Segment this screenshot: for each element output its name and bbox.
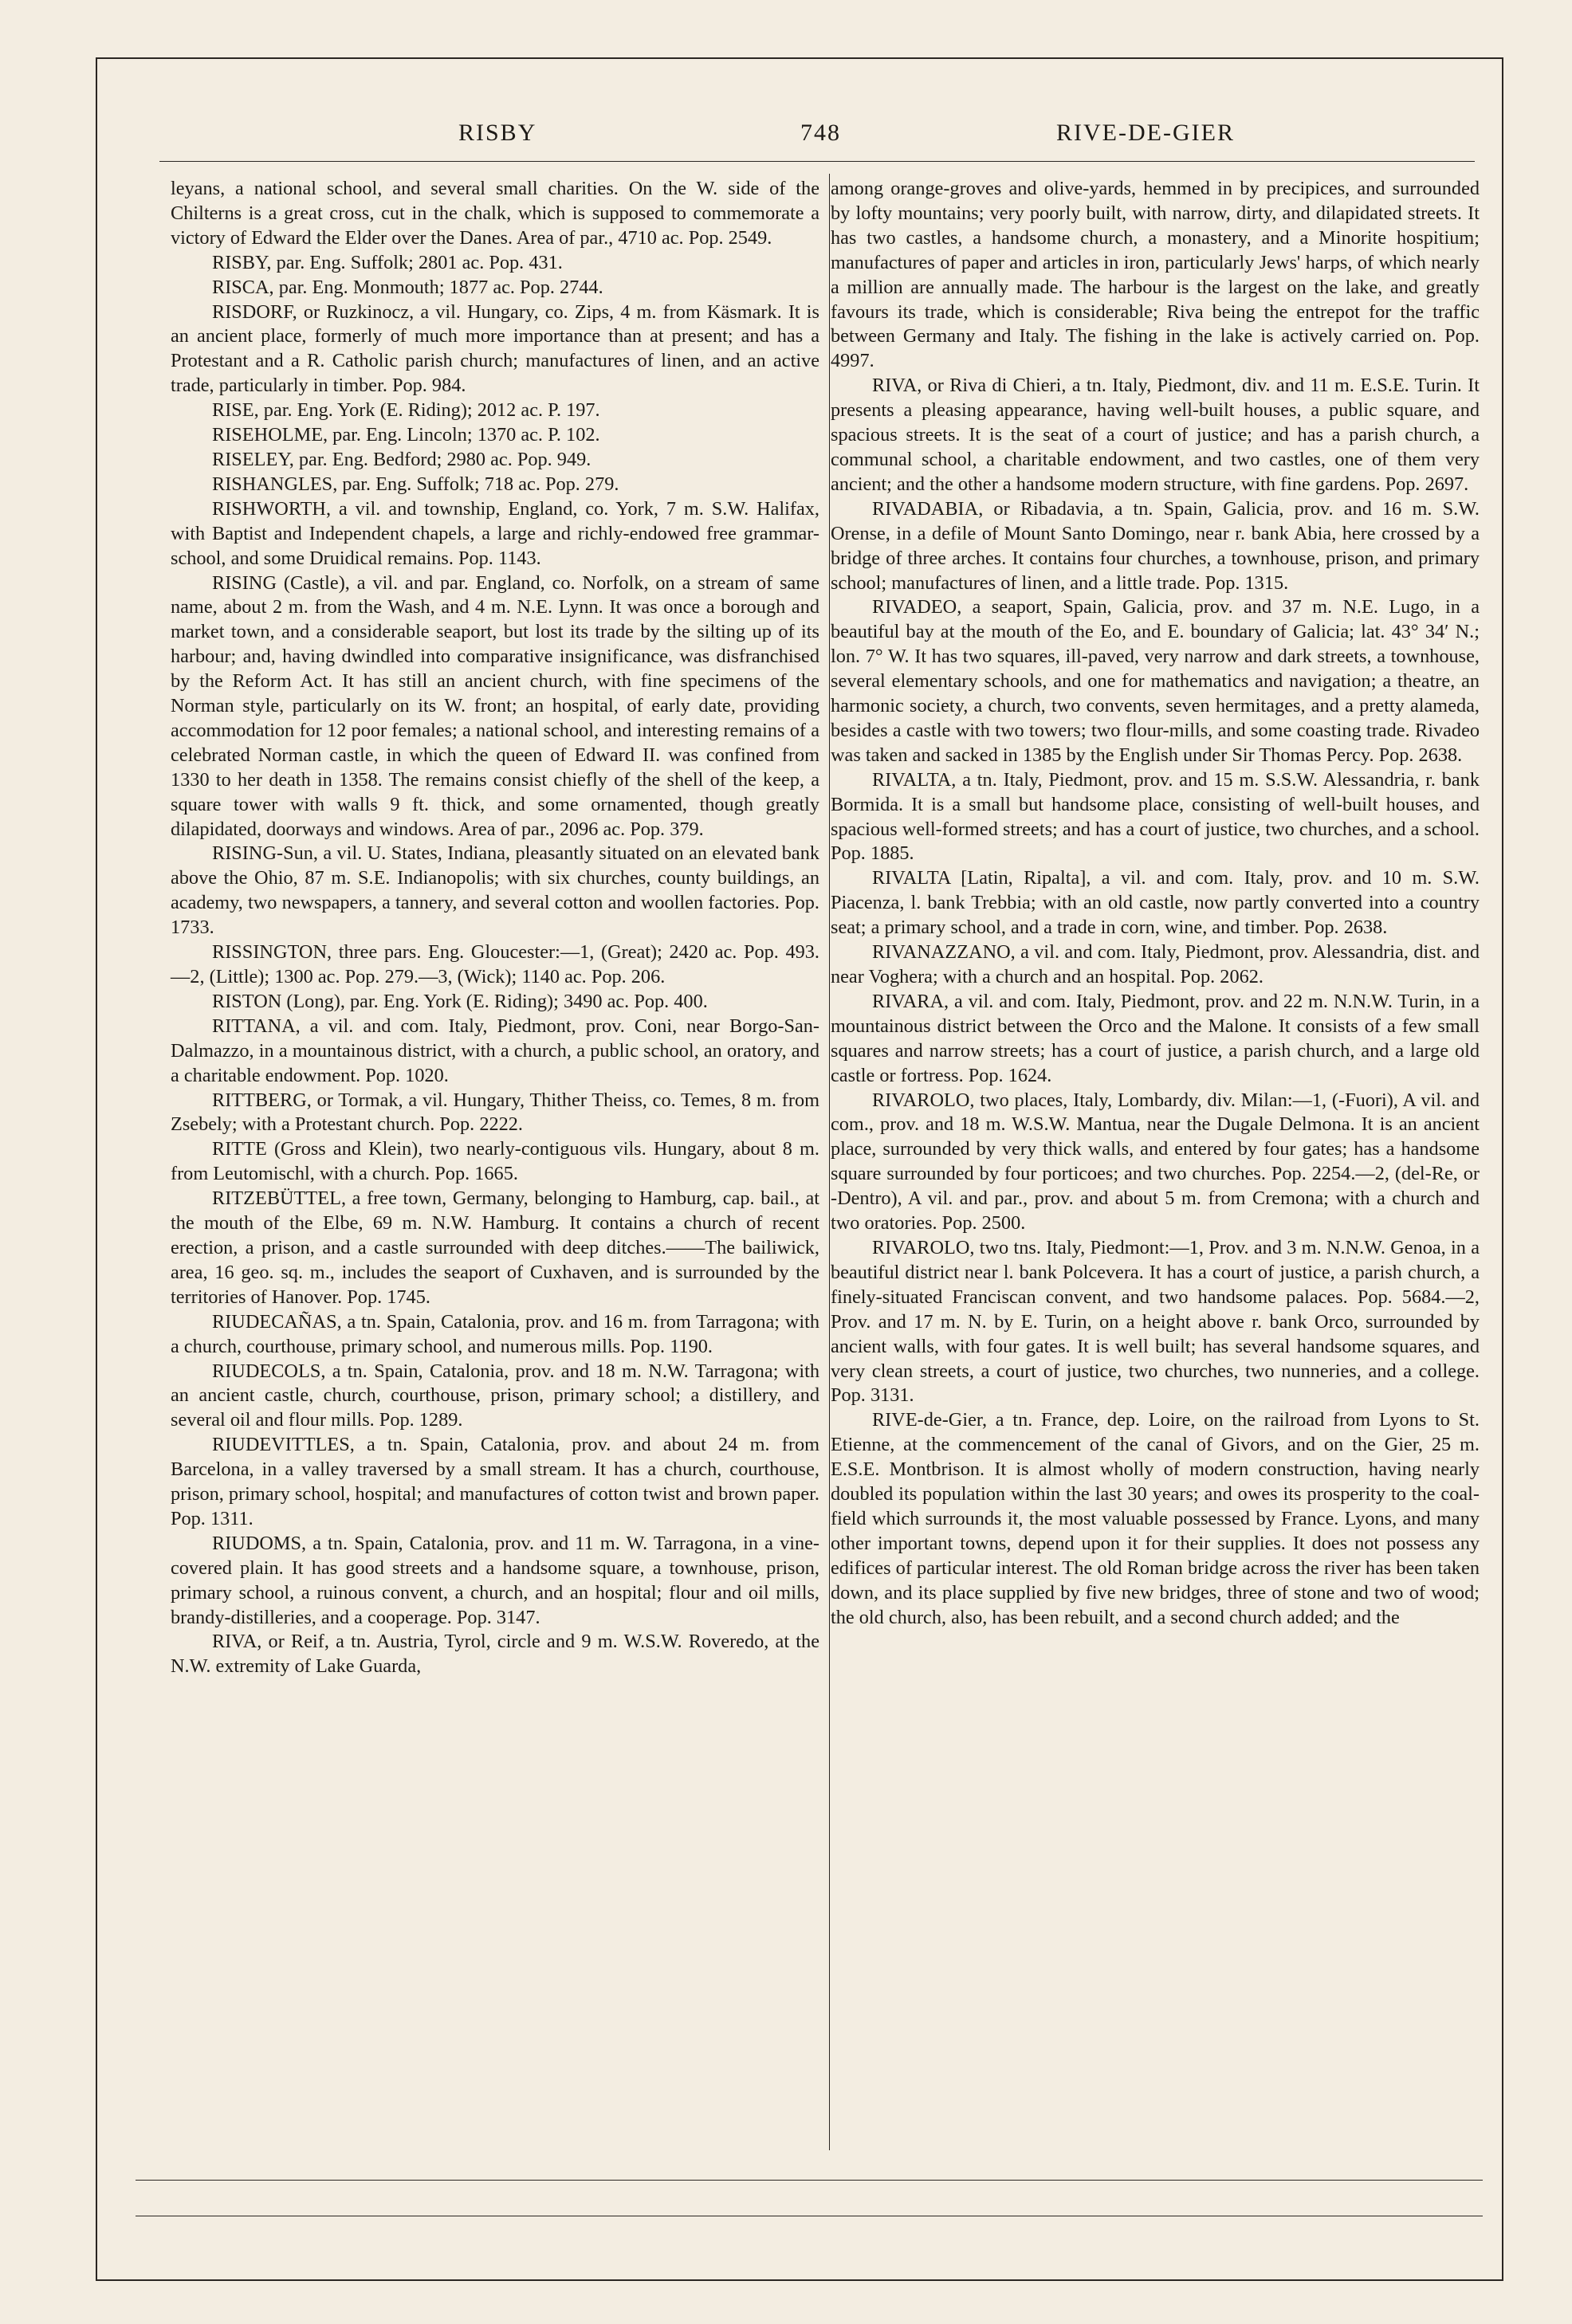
entry-riseholme: RISEHOLME, par. Eng. Lincoln; 1370 ac. P. 102. <box>212 424 600 446</box>
entry-risby: RISBY, par. Eng. Suffolk; 2801 ac. Pop. 431. <box>212 251 563 273</box>
entry-rishangles: RISHANGLES, par. Eng. Suffolk; 718 ac. Pop. 279. <box>212 473 619 495</box>
column-divider <box>829 174 830 2150</box>
entry-rittana: RITTANA, a vil. and com. Italy, Piedmont, prov. Coni, near Borgo-San-Dalmazzo, in a mountainous district, with a church, a public school, an oratory, and a charitable endowment. Pop. 1020. <box>171 1015 819 1086</box>
entry-rise: RISE, par. Eng. York (E. Riding); 2012 ac. P. 197. <box>212 399 600 422</box>
frame-left-rule <box>96 57 97 2281</box>
entry-riva-continued: among orange-groves and olive-yards, hemmed in by precipices, and surrounded by lofty mountains; very poorly built, with narrow, dirty, and dilapidated streets. It has two castles, a handsome church, a monastery, and a Minorite hospitium; manufactures of paper and articles in iron, particularly Jews' harps, of which nearly a million are annually made. The harbour is the largest on the lake, and greatly favours its trade, which is considerable; Riva being the entrepot for the traffic between Germany and Italy. The fishing in the lake is actively carried on. Pop. 4997. <box>831 178 1480 372</box>
entry-rishworth: RISHWORTH, a vil. and township, England, co. York, 7 m. S.W. Halifax, with Baptist and Independent chapels, a large and richly-endowed free grammar-school, and some Druidical remains. Pop. 1143. <box>171 497 819 569</box>
running-head-left: RISBY <box>458 120 537 146</box>
entry-rissington: RISSINGTON, three pars. Eng. Gloucester:—1, (Great); 2420 ac. Pop. 493.—2, (Little); 1300 ac. Pop. 279.—3, (Wick); 1140 ac. Pop. 206. <box>171 941 819 987</box>
entry-riudevittles: RIUDEVITTLES, a tn. Spain, Catalonia, prov. and about 24 m. from Barcelona, in a valley traversed by a small stream. It has a church, courthouse, prison, primary school, hospital; and manufactures of cotton twist and brown paper. Pop. 1311. <box>171 1434 819 1529</box>
frame-top-rule <box>96 57 1503 59</box>
bottom-rule-1 <box>136 2180 1483 2181</box>
entry-rising-castle: RISING (Castle), a vil. and par. England, co. Norfolk, on a stream of same name, about 2 m. from the Wash, and 4 m. N.E. Lynn. It was once a borough and market town, and a considerable seaport, but lost its trade by the silting up of its harbour; and, having dwindled into comparative insignificance, was disfranchised by the Reform Act. It has still an ancient church, with fine specimens of the Norman style, particularly on its W. front; an hospital, of early date, providing accommodation for 12 poor females; a national school, and interesting remains of a celebrated Norman castle, in which the queen of Edward II. was confined from 1330 to her death in 1358. The remains consist chiefly of the shell of the keep, a square tower with walls 9 ft. thick, and some ornamented, though greatly dilapidated, doorways and windows. Area of par., 2096 ac. Pop. 379. <box>171 571 819 840</box>
entry-riudecanas: RIUDECAÑAS, a tn. Spain, Catalonia, prov. and 16 m. from Tarragona; with a church, courthouse, primary school, and numerous mills. Pop. 1190. <box>171 1310 819 1357</box>
entry-risdorf: RISDORF, or Ruzkinocz, a vil. Hungary, co. Zips, 4 m. from Käsmark. It is an ancient place, formerly of much more importance than at present; and has a Protestant and a R. Catholic parish church; manufactures of linen, and an active trade, particularly in timber. Pop. 984. <box>171 300 819 397</box>
entry-riudecols: RIUDECOLS, a tn. Spain, Catalonia, prov. and 18 m. N.W. Tarragona; with an ancient castle, church, courthouse, prison, primary school; a distillery, and several oil and flour mills. Pop. 1289. <box>171 1360 819 1431</box>
entry-rivalta-piedmont: RIVALTA, a tn. Italy, Piedmont, prov. and 15 m. S.S.W. Alessandria, r. bank Bormida. It is a small but handsome place, consisting of well-built houses, and spacious well-formed streets; and has a court of justice, two churches, and a school. Pop. 1885. <box>831 768 1480 865</box>
entry-riva-di-chieri: RIVA, or Riva di Chieri, a tn. Italy, Piedmont, div. and 11 m. E.S.E. Turin. It presents a pleasing appearance, having well-built houses, a public square, and spacious streets. It is the seat of a court of justice; and has a parish church, a communal school, a charitable endowment, and two castles, one of them very ancient; and the other a handsome modern structure, with fine gardens. Pop. 2697. <box>831 375 1480 495</box>
header-rule <box>159 161 1475 162</box>
entry-rivalta-piacenza: RIVALTA [Latin, Ripalta], a vil. and com. Italy, prov. and 10 m. S.W. Piacenza, l. bank Trebbia; with an old castle, now partly converted into a country seat; a primary school, and a trade in corn, wine, and timber. Pop. 2638. <box>831 867 1480 939</box>
entry-rivara: RIVARA, a vil. and com. Italy, Piedmont, prov. and 22 m. N.N.W. Turin, in a mountainous district between the Orco and the Malone. It consists of a few small squares and narrow streets; has a court of justice, a parish church, and a large old castle or fortress. Pop. 1624. <box>831 990 1480 1086</box>
left-column <box>171 177 819 1679</box>
entry-riseley: RISELEY, par. Eng. Bedford; 2980 ac. Pop. 949. <box>212 448 591 470</box>
entry-rivarolo-piedmont: RIVAROLO, two tns. Italy, Piedmont:—1, Prov. and 3 m. N.N.W. Genoa, in a beautiful district near l. bank Polcevera. It has a court of justice, a parish church, a finely-situated Franciscan convent, and two handsome palaces. Pop. 5684.—2, Prov. and 17 m. N. by E. Turin, on a height above r. bank Orco, surrounded by ancient walls, with four gates. It is well built; has several handsome squares, and very clean streets, a court of justice, two churches, two nunneries, and a college. Pop. 3131. <box>831 1236 1480 1407</box>
entry-riudoms: RIUDOMS, a tn. Spain, Catalonia, prov. and 11 m. W. Tarragona, in a vine-covered plain. It has good streets and a handsome square, a townhouse, prison, primary school, a ruinous convent, a church, and an hospital; flour and oil mills, brandy-distilleries, and a cooperage. Pop. 3147. <box>171 1532 819 1628</box>
entry-rive-de-gier: RIVE-de-Gier, a tn. France, dep. Loire, on the railroad from Lyons to St. Etienne, at the commencement of the canal of Givors, and on the Gier, 25 m. E.S.E. Montbrison. It is almost wholly of modern construction, having nearly doubled its population within the last 30 years; and owes its prosperity to the coal-field which surrounds it, the most valuable possessed by France. Lyons, and many other important towns, depend upon it for their supplies. It does not possess any edifices of particular interest. The old Roman bridge across the river has been taken down, and its place supplied by five new bridges, three of stone and two of wood; the old church, also, has been rebuilt, and a second church added; and the <box>831 1409 1480 1628</box>
entry-rivadeo: RIVADEO, a seaport, Spain, Galicia, prov. and 37 m. N.E. Lugo, in a beautiful bay at the mouth of the Eo, and E. boundary of Galicia; lat. 43° 34′ N.; lon. 7° W. It has two squares, ill-paved, very narrow and dark streets, a townhouse, several elementary schools, and one for mathematics and navigation; a theatre, an harmonic society, a church, two convents, seven hermitages, and a pretty alameda, besides a castle with two towers; two flour-mills, and some coasting trade. Rivadeo was taken and sacked in 1385 by the English under Sir Thomas Percy. Pop. 2638. <box>831 596 1480 766</box>
running-head-right: RIVE-DE-GIER <box>1056 120 1235 146</box>
entry-riston: RISTON (Long), par. Eng. York (E. Riding); 3490 ac. Pop. 400. <box>212 990 708 1012</box>
entry-ritzebuttel: RITZEBÜTTEL, a free town, Germany, belonging to Hamburg, cap. bail., at the mouth of the Elbe, 69 m. N.W. Hamburg. It contains a church of recent erection, a prison, and a castle surrounded with deep ditches.——The bailiwick, area, 16 geo. sq. m., includes the seaport of Cuxhaven, and is surrounded by the territories of Hanover. Pop. 1745. <box>171 1188 819 1308</box>
page-number: 748 <box>800 120 841 146</box>
entry-risca: RISCA, par. Eng. Monmouth; 1877 ac. Pop. 2744. <box>212 276 603 298</box>
entry-rising-sun: RISING-Sun, a vil. U. States, Indiana, pleasantly situated on an elevated bank above the Ohio, 87 m. S.E. Indianopolis; with six churches, county buildings, an academy, two newspapers, a tannery, and several cotton and woollen factories. Pop. 1733. <box>171 842 819 939</box>
frame-right-rule <box>1502 57 1503 2281</box>
right-column <box>831 177 1480 1630</box>
entry-ritte: RITTE (Gross and Klein), two nearly-contiguous vils. Hungary, about 8 m. from Leutomischl, with a church. Pop. 1665. <box>171 1138 819 1185</box>
entry-rittberg: RITTBERG, or Tormak, a vil. Hungary, Thither Theiss, co. Temes, 8 m. from Zsebely; with a Protestant church. Pop. 2222. <box>171 1089 819 1136</box>
entry-rivadabia: RIVADABIA, or Ribadavia, a tn. Spain, Galicia, prov. and 16 m. S.W. Orense, in a defile of Mount Santo Domingo, near r. bank Abia, here crossed by a bridge of three arches. It contains four churches, a townhouse, prison, and primary school; manufactures of linen, and a little trade. Pop. 1315. <box>831 497 1480 594</box>
entry-riva-austria: RIVA, or Reif, a tn. Austria, Tyrol, circle and 9 m. W.S.W. Roveredo, at the N.W. extremity of Lake Guarda, <box>171 1631 819 1678</box>
entry-rivanazzano: RIVANAZZANO, a vil. and com. Italy, Piedmont, prov. Alessandria, dist. and near Voghera; with a church and an hospital. Pop. 2062. <box>831 941 1480 987</box>
entry-continued: leyans, a national school, and several small charities. On the W. side of the Chilterns is a great cross, cut in the chalk, which is supposed to commemorate a victory of Edward the Elder over the Danes. Area of par., 4710 ac. Pop. 2549. <box>171 178 819 249</box>
bottom-rule-3 <box>96 2279 1503 2281</box>
entry-rivarolo-lombardy: RIVAROLO, two places, Italy, Lombardy, div. Milan:—1, (-Fuori), A vil. and com., prov. and 18 m. W.S.W. Mantua, near the Dugale Delmona. It is an ancient place, surrounded by very thick walls, and entered by four gates; has a handsome square surrounded by four porticoes; and two churches. Pop. 2254.—2, (del-Re, or -Dentro), A vil. and par., prov. and about 5 m. from Cremona; with a church and two oratories. Pop. 2500. <box>831 1089 1480 1235</box>
